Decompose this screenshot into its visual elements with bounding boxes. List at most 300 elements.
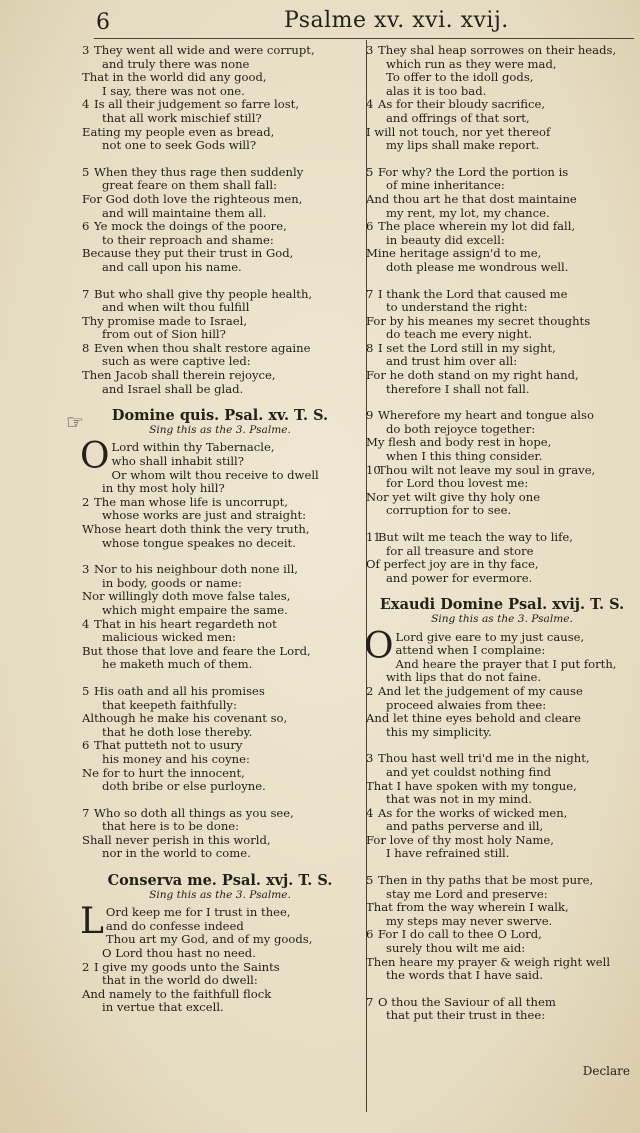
verse-text: and yet couldst nothing find xyxy=(386,764,552,779)
verse-text: Whose heart doth think the very truth, xyxy=(82,522,310,536)
verse-text: Mine heritage assign'd to me, xyxy=(366,246,542,261)
verse-text: to their reproach and shame: xyxy=(102,232,274,247)
stanza xyxy=(82,685,358,794)
verse-text: I set the Lord still in my sight, xyxy=(378,340,556,355)
verse-text: Even when thou shalt restore againe xyxy=(94,340,311,355)
verse-line xyxy=(82,261,358,275)
verse-line xyxy=(366,450,638,464)
verse-text: surely thou wilt me aid: xyxy=(386,941,526,956)
verse-text: When they thus rage then suddenly xyxy=(94,164,304,179)
verse-line xyxy=(366,1009,638,1023)
verse-line xyxy=(366,139,638,153)
verse-text: of mine inheritance: xyxy=(386,178,505,193)
verse-text: from out of Sion hill? xyxy=(102,327,226,342)
verse-line xyxy=(82,920,358,934)
verse-line xyxy=(366,58,638,72)
verse-line xyxy=(366,491,638,505)
catchword: Declare xyxy=(582,1064,630,1078)
verse-text: That putteth not to usury xyxy=(94,738,243,753)
verse-line xyxy=(82,469,358,483)
drop-capital: O xyxy=(364,625,394,667)
psalm-heading: Domine quis. Psal. xv. T. S. xyxy=(111,407,329,425)
verse-line xyxy=(82,590,358,604)
verse-line xyxy=(82,179,358,193)
verse-line xyxy=(366,247,638,261)
verse-line xyxy=(366,71,638,85)
verse-line xyxy=(366,793,638,807)
verse-line xyxy=(82,441,358,455)
verse-text: my steps may never swerve. xyxy=(386,913,553,928)
verse-text: my rent, my lot, my chance. xyxy=(386,205,550,220)
verse-number: 10 xyxy=(366,462,381,477)
drop-capital: O xyxy=(80,436,110,478)
verse-line xyxy=(82,618,358,632)
verse-line xyxy=(366,288,638,302)
verse-line xyxy=(366,423,638,437)
verse-text: I have refrained still. xyxy=(386,846,510,861)
verse-text: That I have spoken with my tongue, xyxy=(366,778,577,793)
verse-text: attend when I complaine: xyxy=(395,643,546,658)
verse-text: for all treasure and store xyxy=(386,543,534,558)
verse-text: Nor willingly doth move false tales, xyxy=(82,589,291,604)
verse-line xyxy=(366,766,638,780)
verse-text: Of perfect joy are in thy face, xyxy=(366,557,539,572)
verse-line xyxy=(82,139,358,153)
verse-line xyxy=(366,98,638,112)
verse-text: in body, goods or name: xyxy=(102,575,242,590)
verse-text: Lord within thy Tabernacle, xyxy=(111,440,275,455)
verse-text: The man whose life is uncorrupt, xyxy=(94,494,288,509)
verse-line xyxy=(82,906,358,920)
verse-text: I will not touch, nor yet thereof xyxy=(366,124,551,139)
verse-line xyxy=(82,537,358,551)
verse-line xyxy=(82,58,358,72)
verse-text: For he doth stand on my right hand, xyxy=(366,368,579,383)
verse-line xyxy=(366,942,638,956)
verse-text: and do confesse indeed xyxy=(105,918,244,933)
verse-text: My flesh and body rest in hope, xyxy=(366,435,552,450)
verse-number: 5 xyxy=(82,683,90,698)
verse-text: his money and his coyne: xyxy=(102,751,250,766)
verse-text: Then heare my prayer & weigh right well xyxy=(366,954,611,969)
verse-number: 9 xyxy=(366,408,374,423)
verse-line xyxy=(82,342,358,356)
verse-line xyxy=(82,712,358,726)
verse-line xyxy=(82,207,358,221)
verse-text: They shal heap sorrowes on their heads, xyxy=(378,43,617,57)
verse-text: and call upon his name. xyxy=(102,259,242,274)
verse-text: nor in the world to come. xyxy=(102,846,251,861)
verse-line xyxy=(366,383,638,397)
verse-line xyxy=(366,166,638,180)
verse-text: Wherefore my heart and tongue also xyxy=(378,408,594,423)
verse-line xyxy=(82,234,358,248)
verse-text: And heare the prayer that I put forth, xyxy=(395,656,617,671)
verse-text: and offrings of that sort, xyxy=(386,110,530,125)
page-number: 6 xyxy=(96,10,110,35)
verse-line xyxy=(82,301,358,315)
verse-line xyxy=(366,464,638,478)
stanza xyxy=(82,288,358,397)
verse-text: the words that I have said. xyxy=(386,968,543,983)
stanza xyxy=(366,996,638,1023)
verse-line xyxy=(82,685,358,699)
verse-line xyxy=(82,988,358,1002)
verse-line xyxy=(366,436,638,450)
verse-number: 8 xyxy=(82,340,90,355)
verse-line xyxy=(82,112,358,126)
verse-number: 3 xyxy=(366,751,374,766)
verse-text: Although he make his covenant so, xyxy=(82,711,288,726)
verse-number: 6 xyxy=(366,927,374,942)
verse-text: that was not in my mind. xyxy=(386,792,533,807)
verse-text: and Israel shall be glad. xyxy=(102,381,244,396)
verse-line xyxy=(82,847,358,861)
verse-number: 6 xyxy=(82,219,90,234)
verse-number: 7 xyxy=(82,805,90,820)
verse-text: Who so doth all things as you see, xyxy=(94,805,294,820)
verse-text: when I this thing consider. xyxy=(386,449,543,464)
verse-text: I give my goods unto the Saints xyxy=(94,959,280,974)
stanza xyxy=(366,166,638,275)
verse-line xyxy=(82,563,358,577)
verse-number: 6 xyxy=(366,219,374,234)
verse-text: Because they put their trust in God, xyxy=(82,246,294,261)
verse-text: that keepeth faithfully: xyxy=(102,697,237,712)
verse-text: That in his heart regardeth not xyxy=(94,616,277,631)
verse-text: in thy most holy hill? xyxy=(102,481,225,496)
verse-line xyxy=(366,342,638,356)
verse-line xyxy=(366,220,638,234)
verse-line xyxy=(366,658,638,672)
verse-line xyxy=(82,780,358,794)
verse-line xyxy=(82,1001,358,1015)
verse-line xyxy=(82,509,358,523)
verse-text: The place wherein my lot did fall, xyxy=(378,219,576,234)
verse-text: O Lord thou hast no need. xyxy=(102,946,256,961)
verse-number: 3 xyxy=(82,43,90,57)
verse-text: corruption for to see. xyxy=(386,503,512,518)
verse-text: That from the way wherein I walk, xyxy=(366,900,569,915)
verse-number: 4 xyxy=(366,805,374,820)
verse-line xyxy=(82,577,358,591)
verse-line xyxy=(366,956,638,970)
verse-text: for Lord thou lovest me: xyxy=(386,476,529,491)
verse-text: Thou art my God, and of my goods, xyxy=(105,932,313,947)
verse-line xyxy=(82,220,358,234)
verse-line xyxy=(366,409,638,423)
right-column xyxy=(366,44,638,1023)
verse-text: which might empaire the same. xyxy=(102,602,288,617)
verse-text: to understand the right: xyxy=(386,300,528,315)
verse-text: that all work mischief still? xyxy=(102,110,262,125)
verse-text: And namely to the faithfull flock xyxy=(82,986,272,1001)
verse-line xyxy=(366,726,638,740)
verse-text: stay me Lord and preserve: xyxy=(386,886,548,901)
verse-line xyxy=(366,234,638,248)
verse-text: Ne for to hurt the innocent, xyxy=(82,765,245,780)
verse-number: 8 xyxy=(366,340,374,355)
verse-text: which run as they were mad, xyxy=(386,56,557,71)
verse-text: Lord give eare to my just cause, xyxy=(395,629,585,644)
stanza xyxy=(82,166,358,275)
stanza xyxy=(366,874,638,983)
verse-line xyxy=(366,712,638,726)
verse-text: For by his meanes my secret thoughts xyxy=(366,313,591,328)
verse-line xyxy=(366,847,638,861)
verse-line xyxy=(82,44,358,58)
verse-text: But who shall give thy people health, xyxy=(94,286,313,301)
verse-text: and truly there was none xyxy=(102,56,250,71)
verse-number: 7 xyxy=(366,286,374,301)
verse-line xyxy=(82,658,358,672)
verse-text: But those that love and feare the Lord, xyxy=(82,643,311,658)
verse-text: that put their trust in thee: xyxy=(386,1008,546,1023)
verse-line xyxy=(366,44,638,58)
verse-line xyxy=(82,699,358,713)
verse-text: For I do call to thee O Lord, xyxy=(378,927,542,942)
header-rule xyxy=(94,38,634,39)
running-title: Psalme xv. xvi. xvij. xyxy=(284,8,509,33)
verse-text: and when wilt thou fulfill xyxy=(102,300,250,315)
verse-text: such as were captive led: xyxy=(102,354,251,369)
verse-text: They went all wide and were corrupt, xyxy=(94,43,315,57)
verse-text: alas it is too bad. xyxy=(386,83,487,98)
verse-line xyxy=(366,477,638,491)
left-column xyxy=(82,44,358,1015)
verse-text: whose works are just and straight: xyxy=(102,508,307,523)
verse-text: I thank the Lord that caused me xyxy=(378,286,568,301)
verse-text: His oath and all his promises xyxy=(94,683,265,698)
verse-number: 6 xyxy=(82,738,90,753)
verse-line xyxy=(82,807,358,821)
verse-line xyxy=(82,753,358,767)
verse-line xyxy=(366,685,638,699)
verse-line xyxy=(366,699,638,713)
verse-text: and will maintaine them all. xyxy=(102,205,267,220)
verse-line xyxy=(366,834,638,848)
verse-line xyxy=(82,961,358,975)
verse-text: and paths perverse and ill, xyxy=(386,819,544,834)
verse-line xyxy=(366,261,638,275)
verse-number: 3 xyxy=(82,562,90,577)
verse-line xyxy=(366,888,638,902)
verse-line xyxy=(82,328,358,342)
verse-line xyxy=(82,496,358,510)
verse-text: That in the world did any good, xyxy=(82,70,267,85)
verse-line xyxy=(82,820,358,834)
stanza xyxy=(366,752,638,861)
tune-direction: Sing this as the 3. Psalme. xyxy=(431,612,573,625)
verse-line xyxy=(366,969,638,983)
verse-line xyxy=(82,726,358,740)
verse-line xyxy=(366,355,638,369)
verse-text: that here is to be done: xyxy=(102,819,240,834)
stanza xyxy=(82,44,358,153)
verse-line xyxy=(366,901,638,915)
verse-text: As for the works of wicked men, xyxy=(378,805,568,820)
verse-line xyxy=(366,928,638,942)
verse-line xyxy=(82,645,358,659)
verse-text: And let the judgement of my cause xyxy=(378,683,583,698)
verse-line xyxy=(82,166,358,180)
verse-line xyxy=(366,207,638,221)
verse-line xyxy=(366,315,638,329)
verse-line xyxy=(82,369,358,383)
verse-number: 7 xyxy=(366,994,374,1009)
psalm-heading: Exaudi Domine Psal. xvij. T. S. xyxy=(379,596,625,614)
stanza xyxy=(364,625,638,740)
verse-text: malicious wicked men: xyxy=(102,630,236,645)
verse-text: And let thine eyes behold and cleare xyxy=(366,711,582,726)
verse-text: O thou the Saviour of all them xyxy=(378,994,556,1009)
verse-number: 4 xyxy=(82,97,90,112)
verse-line xyxy=(366,328,638,342)
verse-line xyxy=(82,355,358,369)
verse-line xyxy=(82,604,358,618)
verse-line xyxy=(366,644,638,658)
drop-capital: L xyxy=(80,901,104,943)
verse-text: whose tongue speakes no deceit. xyxy=(102,535,296,550)
verse-text: Ord keep me for I trust in thee, xyxy=(105,905,291,920)
verse-line xyxy=(82,288,358,302)
verse-text: For why? the Lord the portion is xyxy=(378,164,569,179)
stanza xyxy=(366,44,638,153)
verse-line xyxy=(366,572,638,586)
verse-text: Nor to his neighbour doth none ill, xyxy=(94,562,298,577)
verse-line xyxy=(82,383,358,397)
verse-text: Thy promise made to Israel, xyxy=(82,313,248,328)
verse-line xyxy=(366,85,638,99)
stanza xyxy=(366,531,638,585)
verse-text: For God doth love the righteous men, xyxy=(82,191,303,206)
verse-text: As for their bloudy sacrifice, xyxy=(378,97,546,112)
stanza xyxy=(366,288,638,397)
verse-line xyxy=(366,545,638,559)
verse-line xyxy=(366,671,638,685)
verse-line xyxy=(366,369,638,383)
verse-text: And thou art he that dost maintaine xyxy=(366,191,577,206)
verse-text: For love of thy most holy Name, xyxy=(366,832,554,847)
verse-number: 2 xyxy=(82,494,90,509)
verse-text: my lips shall make report. xyxy=(386,138,540,153)
verse-line xyxy=(366,631,638,645)
verse-line xyxy=(82,126,358,140)
verse-text: that he doth lose thereby. xyxy=(102,724,253,739)
verse-line xyxy=(82,974,358,988)
verse-line xyxy=(366,752,638,766)
tune-direction: Sing this as the 3. Psalme. xyxy=(149,423,291,436)
verse-line xyxy=(82,739,358,753)
verse-line xyxy=(366,874,638,888)
verse-line xyxy=(366,301,638,315)
verse-text: do teach me every night. xyxy=(386,327,533,342)
verse-text: Thou wilt not leave my soul in grave, xyxy=(378,462,596,477)
verse-number: 3 xyxy=(366,43,374,57)
verse-text: doth bribe or else purloyne. xyxy=(102,779,266,794)
verse-text: in vertue that excell. xyxy=(102,1000,224,1015)
verse-text: proceed alwaies from thee: xyxy=(386,697,547,712)
verse-line xyxy=(366,996,638,1010)
verse-text: and trust him over all: xyxy=(386,354,518,369)
verse-number: 4 xyxy=(82,616,90,631)
verse-line xyxy=(366,807,638,821)
verse-line xyxy=(366,504,638,518)
verse-number: 2 xyxy=(366,683,374,698)
verse-text: I say, there was not one. xyxy=(102,83,245,98)
verse-line xyxy=(82,193,358,207)
verse-line xyxy=(82,85,358,99)
verse-number: 11 xyxy=(366,530,381,544)
verse-text: with lips that do not faine. xyxy=(386,670,542,685)
verse-text: who shall inhabit still? xyxy=(111,454,244,469)
verse-text: therefore I shall not fall. xyxy=(386,381,530,396)
stanza xyxy=(80,901,358,1015)
stanza xyxy=(82,807,358,861)
verse-text: Is all their judgement so farre lost, xyxy=(94,97,300,112)
psalm-heading: Conserva me. Psal. xvj. T. S. xyxy=(107,872,333,890)
verse-number: 5 xyxy=(366,873,374,888)
verse-number: 2 xyxy=(82,959,90,974)
verse-line xyxy=(82,247,358,261)
verse-text: doth please me wondrous well. xyxy=(386,259,569,274)
verse-text: To offer to the idoll gods, xyxy=(386,70,534,85)
verse-text: Ye mock the doings of the poore, xyxy=(94,219,287,234)
verse-line xyxy=(366,193,638,207)
verse-text: Then Jacob shall therein rejoyce, xyxy=(82,368,276,383)
verse-number: 5 xyxy=(82,164,90,179)
verse-line xyxy=(366,126,638,140)
verse-line xyxy=(82,631,358,645)
verse-line xyxy=(82,71,358,85)
verse-number: 7 xyxy=(82,286,90,301)
verse-text: not one to seek Gods will? xyxy=(102,138,257,153)
verse-line xyxy=(366,531,638,545)
verse-text: Nor yet wilt give thy holy one xyxy=(366,489,541,504)
verse-text: Shall never perish in this world, xyxy=(82,832,271,847)
verse-line xyxy=(82,834,358,848)
verse-line xyxy=(366,820,638,834)
manicule-icon: ☞ xyxy=(66,410,84,434)
verse-line xyxy=(366,112,638,126)
verse-number: 4 xyxy=(366,97,374,112)
verse-line xyxy=(82,315,358,329)
verse-line xyxy=(366,179,638,193)
verse-line xyxy=(82,947,358,961)
stanza xyxy=(366,409,638,518)
verse-text: do both rejoyce together: xyxy=(386,421,536,436)
verse-line xyxy=(366,780,638,794)
stanza xyxy=(80,436,358,550)
verse-text: Eating my people even as bread, xyxy=(82,124,275,139)
verse-line xyxy=(82,482,358,496)
verse-line xyxy=(82,933,358,947)
verse-text: Then in thy paths that be most pure, xyxy=(378,873,594,888)
verse-text: that in the world do dwell: xyxy=(102,973,258,988)
stanza xyxy=(82,563,358,672)
verse-text: But wilt me teach the way to life, xyxy=(378,530,573,544)
verse-line xyxy=(366,558,638,572)
verse-line xyxy=(82,523,358,537)
verse-line xyxy=(82,455,358,469)
verse-text: great feare on them shall fall: xyxy=(102,178,277,193)
verse-number: 5 xyxy=(366,164,374,179)
verse-text: Thou hast well tri'd me in the night, xyxy=(378,751,590,766)
verse-line xyxy=(82,767,358,781)
tune-direction: Sing this as the 3. Psalme. xyxy=(149,888,291,901)
verse-line xyxy=(82,98,358,112)
verse-text: he maketh much of them. xyxy=(102,657,253,672)
